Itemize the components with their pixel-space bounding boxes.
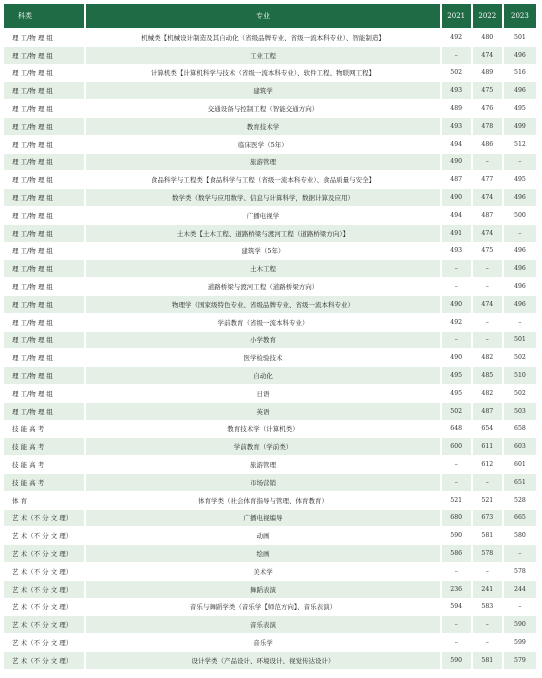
score-2023-cell: 590 <box>504 616 536 633</box>
major-cell: 广播电视学 <box>86 207 439 224</box>
header-2021: 2021 <box>442 4 471 28</box>
category-cell: 理 工/物 理 组 <box>4 385 84 402</box>
table-row <box>4 82 536 99</box>
score-2021-cell: – <box>442 332 471 349</box>
major-cell: 美术学 <box>86 563 439 580</box>
score-2021-cell: – <box>442 474 471 491</box>
table-row <box>4 154 536 171</box>
score-2023-cell: 495 <box>504 171 536 188</box>
header-category: 科类 <box>4 4 84 28</box>
score-2023-cell: 496 <box>504 296 536 313</box>
score-2021-cell: 600 <box>442 438 471 455</box>
score-2022-cell: 478 <box>473 118 502 135</box>
major-cell: 教育技术学 <box>86 118 439 135</box>
score-2023-cell: 496 <box>504 189 536 206</box>
score-2021-cell: 487 <box>442 171 471 188</box>
table-row <box>4 278 536 295</box>
table-row <box>4 100 536 117</box>
table-row <box>4 243 536 260</box>
score-2021-cell: 490 <box>442 154 471 171</box>
score-2021-cell: 489 <box>442 100 471 117</box>
major-cell: 自动化 <box>86 367 439 384</box>
major-cell: 旅游管理 <box>86 456 439 473</box>
score-2021-cell: – <box>442 634 471 651</box>
major-cell: 英语 <box>86 403 439 420</box>
major-cell: 动画 <box>86 527 439 544</box>
score-2023-cell: 651 <box>504 474 536 491</box>
score-2021-cell: 590 <box>442 527 471 544</box>
score-2022-cell: 482 <box>473 349 502 366</box>
score-2023-cell: 603 <box>504 438 536 455</box>
score-2023-cell: 599 <box>504 634 536 651</box>
major-cell: 土木类【土木工程、道路桥梁与渡河工程（道路桥梁方向）】 <box>86 225 439 242</box>
header-2023: 2023 <box>504 4 536 28</box>
major-cell: 土木工程 <box>86 260 439 277</box>
table-row <box>4 456 536 473</box>
score-2021-cell: – <box>442 260 471 277</box>
score-2023-cell: 601 <box>504 456 536 473</box>
category-cell: 理 工/物 理 组 <box>4 207 84 224</box>
table-row <box>4 527 536 544</box>
category-cell: 体 育 <box>4 492 84 509</box>
table-row <box>4 474 536 491</box>
category-cell: 理 工/物 理 组 <box>4 403 84 420</box>
score-2021-cell: 502 <box>442 65 471 82</box>
score-2021-cell: – <box>442 47 471 64</box>
score-2023-cell: 579 <box>504 652 536 669</box>
score-2022-cell: 487 <box>473 403 502 420</box>
category-cell: 理 工/物 理 组 <box>4 332 84 349</box>
table-row <box>4 260 536 277</box>
table-row <box>4 296 536 313</box>
major-cell: 广播电视编导 <box>86 510 439 527</box>
table-row <box>4 207 536 224</box>
table-row <box>4 367 536 384</box>
major-cell: 道路桥梁与渡河工程（道路桥梁方向） <box>86 278 439 295</box>
score-2023-cell: 512 <box>504 136 536 153</box>
score-2023-cell: – <box>504 599 536 616</box>
major-cell: 机械类【机械设计制造及其自动化（省级品牌专业、省级一流本科专业）、智能制造】 <box>86 29 439 46</box>
major-cell: 绘画 <box>86 545 439 562</box>
table-row <box>4 599 536 616</box>
category-cell: 艺 术（不 分 文 理） <box>4 634 84 651</box>
major-cell: 音乐学 <box>86 634 439 651</box>
category-cell: 理 工/物 理 组 <box>4 278 84 295</box>
score-2022-cell: – <box>473 332 502 349</box>
major-cell: 食品科学与工程类【食品科学与工程（省级一流本科专业）、食品质量与安全】 <box>86 171 439 188</box>
score-2022-cell: 611 <box>473 438 502 455</box>
score-2023-cell: 516 <box>504 65 536 82</box>
score-2022-cell: – <box>473 616 502 633</box>
category-cell: 艺 术（不 分 文 理） <box>4 527 84 544</box>
score-2021-cell: 586 <box>442 545 471 562</box>
table-row <box>4 421 536 438</box>
table-row <box>4 652 536 669</box>
score-2021-cell: 648 <box>442 421 471 438</box>
score-2023-cell: 500 <box>504 207 536 224</box>
category-cell: 理 工/物 理 组 <box>4 296 84 313</box>
category-cell: 理 工/物 理 组 <box>4 29 84 46</box>
score-2021-cell: 493 <box>442 243 471 260</box>
category-cell: 理 工/物 理 组 <box>4 189 84 206</box>
score-2023-cell: 496 <box>504 47 536 64</box>
score-2023-cell: 510 <box>504 367 536 384</box>
score-2022-cell: 477 <box>473 171 502 188</box>
table-row <box>4 65 536 82</box>
score-table <box>2 3 538 670</box>
score-2021-cell: 490 <box>442 349 471 366</box>
score-2023-cell: 501 <box>504 29 536 46</box>
score-2022-cell: 474 <box>473 189 502 206</box>
score-2022-cell: 474 <box>473 47 502 64</box>
category-cell: 理 工/物 理 组 <box>4 260 84 277</box>
category-cell: 艺 术（不 分 文 理） <box>4 563 84 580</box>
score-2021-cell: 590 <box>442 652 471 669</box>
score-2021-cell: 491 <box>442 225 471 242</box>
score-2022-cell: 673 <box>473 510 502 527</box>
major-cell: 旅游管理 <box>86 154 439 171</box>
score-2021-cell: 492 <box>442 314 471 331</box>
score-2021-cell: 495 <box>442 385 471 402</box>
score-2021-cell: 494 <box>442 136 471 153</box>
category-cell: 理 工/物 理 组 <box>4 314 84 331</box>
score-2023-cell: 501 <box>504 332 536 349</box>
major-cell: 日语 <box>86 385 439 402</box>
category-cell: 理 工/物 理 组 <box>4 367 84 384</box>
table-row <box>4 634 536 651</box>
score-2021-cell: – <box>442 563 471 580</box>
table-row <box>4 385 536 402</box>
table-row <box>4 492 536 509</box>
major-cell: 体育学类（社会体育指导与管理、体育教育） <box>86 492 439 509</box>
major-cell: 计算机类【计算机科学与技术（省级一流本科专业）、软件工程、物联网工程】 <box>86 65 439 82</box>
score-2023-cell: 580 <box>504 527 536 544</box>
table-body <box>4 29 536 669</box>
table-row <box>4 545 536 562</box>
score-2022-cell: 487 <box>473 207 502 224</box>
table-row <box>4 438 536 455</box>
score-2022-cell: 241 <box>473 581 502 598</box>
major-cell: 市场营销 <box>86 474 439 491</box>
score-2021-cell: 521 <box>442 492 471 509</box>
category-cell: 理 工/物 理 组 <box>4 82 84 99</box>
score-2021-cell: 490 <box>442 296 471 313</box>
major-cell: 小学教育 <box>86 332 439 349</box>
score-2022-cell: 482 <box>473 385 502 402</box>
major-cell: 舞蹈表演 <box>86 581 439 598</box>
score-2022-cell: 583 <box>473 599 502 616</box>
category-cell: 理 工/物 理 组 <box>4 225 84 242</box>
score-2022-cell: 475 <box>473 243 502 260</box>
score-2021-cell: 680 <box>442 510 471 527</box>
score-2022-cell: – <box>473 154 502 171</box>
table-row <box>4 136 536 153</box>
table-row <box>4 314 536 331</box>
score-2023-cell: 578 <box>504 563 536 580</box>
category-cell: 理 工/物 理 组 <box>4 154 84 171</box>
score-2023-cell: 658 <box>504 421 536 438</box>
category-cell: 理 工/物 理 组 <box>4 65 84 82</box>
score-2021-cell: – <box>442 616 471 633</box>
table-row <box>4 189 536 206</box>
category-cell: 艺 术（不 分 文 理） <box>4 599 84 616</box>
score-2021-cell: 594 <box>442 599 471 616</box>
score-2022-cell: 654 <box>473 421 502 438</box>
category-cell: 理 工/物 理 组 <box>4 118 84 135</box>
score-2023-cell: 496 <box>504 82 536 99</box>
header-2022: 2022 <box>473 4 502 28</box>
category-cell: 理 工/物 理 组 <box>4 243 84 260</box>
table-row <box>4 29 536 46</box>
score-2021-cell: 493 <box>442 118 471 135</box>
major-cell: 医学检验技术 <box>86 349 439 366</box>
score-2021-cell: 490 <box>442 189 471 206</box>
major-cell: 学前教育（学前类） <box>86 438 439 455</box>
score-2022-cell: 521 <box>473 492 502 509</box>
category-cell: 艺 术（不 分 文 理） <box>4 510 84 527</box>
score-2022-cell: 486 <box>473 136 502 153</box>
category-cell: 艺 术（不 分 文 理） <box>4 581 84 598</box>
major-cell: 临床医学（5年） <box>86 136 439 153</box>
header-major: 专业 <box>86 4 439 28</box>
score-2023-cell: 502 <box>504 385 536 402</box>
score-2022-cell: – <box>473 634 502 651</box>
major-cell: 建筑学（5年） <box>86 243 439 260</box>
category-cell: 艺 术（不 分 文 理） <box>4 652 84 669</box>
major-cell: 交通设备与控制工程（智能交通方向） <box>86 100 439 117</box>
score-table-container <box>2 3 538 670</box>
category-cell: 技 能 高 考 <box>4 438 84 455</box>
score-2022-cell: 474 <box>473 225 502 242</box>
table-row <box>4 349 536 366</box>
score-2022-cell: 581 <box>473 527 502 544</box>
score-2021-cell: 502 <box>442 403 471 420</box>
table-row <box>4 47 536 64</box>
table-row <box>4 118 536 135</box>
score-2021-cell: 492 <box>442 29 471 46</box>
score-2022-cell: 612 <box>473 456 502 473</box>
score-2023-cell: – <box>504 314 536 331</box>
score-2021-cell: 493 <box>442 82 471 99</box>
category-cell: 艺 术（不 分 文 理） <box>4 616 84 633</box>
major-cell: 建筑学 <box>86 82 439 99</box>
score-2022-cell: – <box>473 474 502 491</box>
category-cell: 理 工/物 理 组 <box>4 349 84 366</box>
score-2023-cell: – <box>504 154 536 171</box>
major-cell: 音乐与舞蹈学类（音乐学【师范方向】、音乐表演） <box>86 599 439 616</box>
score-2023-cell: 502 <box>504 349 536 366</box>
major-cell: 工业工程 <box>86 47 439 64</box>
score-2021-cell: 494 <box>442 207 471 224</box>
score-2022-cell: 485 <box>473 367 502 384</box>
score-2022-cell: 489 <box>473 65 502 82</box>
major-cell: 数学类（数学与应用数学、信息与计算科学，数据计算及应用） <box>86 189 439 206</box>
score-2022-cell: 480 <box>473 29 502 46</box>
score-2022-cell: – <box>473 260 502 277</box>
score-2021-cell: 495 <box>442 367 471 384</box>
category-cell: 理 工/物 理 组 <box>4 100 84 117</box>
score-2022-cell: – <box>473 314 502 331</box>
score-2021-cell: – <box>442 456 471 473</box>
category-cell: 艺 术（不 分 文 理） <box>4 545 84 562</box>
score-2022-cell: – <box>473 278 502 295</box>
score-2022-cell: 475 <box>473 82 502 99</box>
score-2021-cell: – <box>442 278 471 295</box>
score-2022-cell: 578 <box>473 545 502 562</box>
table-row <box>4 332 536 349</box>
table-row <box>4 171 536 188</box>
score-2023-cell: 528 <box>504 492 536 509</box>
major-cell: 物理学（国家级特色专业、省级品牌专业、省级一流本科专业） <box>86 296 439 313</box>
score-2023-cell: – <box>504 545 536 562</box>
major-cell: 音乐表演 <box>86 616 439 633</box>
score-2023-cell: 499 <box>504 118 536 135</box>
score-2023-cell: 244 <box>504 581 536 598</box>
table-row <box>4 581 536 598</box>
table-row <box>4 616 536 633</box>
score-2023-cell: 496 <box>504 260 536 277</box>
category-cell: 理 工/物 理 组 <box>4 171 84 188</box>
major-cell: 学前教育（省级一流本科专业） <box>86 314 439 331</box>
score-2023-cell: – <box>504 225 536 242</box>
major-cell: 教育技术学（计算机类） <box>86 421 439 438</box>
category-cell: 理 工/物 理 组 <box>4 47 84 64</box>
score-2022-cell: 476 <box>473 100 502 117</box>
table-row <box>4 403 536 420</box>
table-row <box>4 510 536 527</box>
score-2022-cell: 581 <box>473 652 502 669</box>
score-2022-cell: – <box>473 563 502 580</box>
score-2023-cell: 496 <box>504 278 536 295</box>
table-row <box>4 563 536 580</box>
category-cell: 技 能 高 考 <box>4 456 84 473</box>
score-2023-cell: 496 <box>504 243 536 260</box>
table-header <box>4 4 536 28</box>
category-cell: 技 能 高 考 <box>4 421 84 438</box>
score-2023-cell: 503 <box>504 403 536 420</box>
score-2023-cell: 495 <box>504 100 536 117</box>
table-row <box>4 225 536 242</box>
major-cell: 设计学类（产品设计、环境设计、视觉传达设计） <box>86 652 439 669</box>
score-2021-cell: 236 <box>442 581 471 598</box>
category-cell: 技 能 高 考 <box>4 474 84 491</box>
category-cell: 理 工/物 理 组 <box>4 136 84 153</box>
score-2022-cell: 474 <box>473 296 502 313</box>
score-2023-cell: 665 <box>504 510 536 527</box>
